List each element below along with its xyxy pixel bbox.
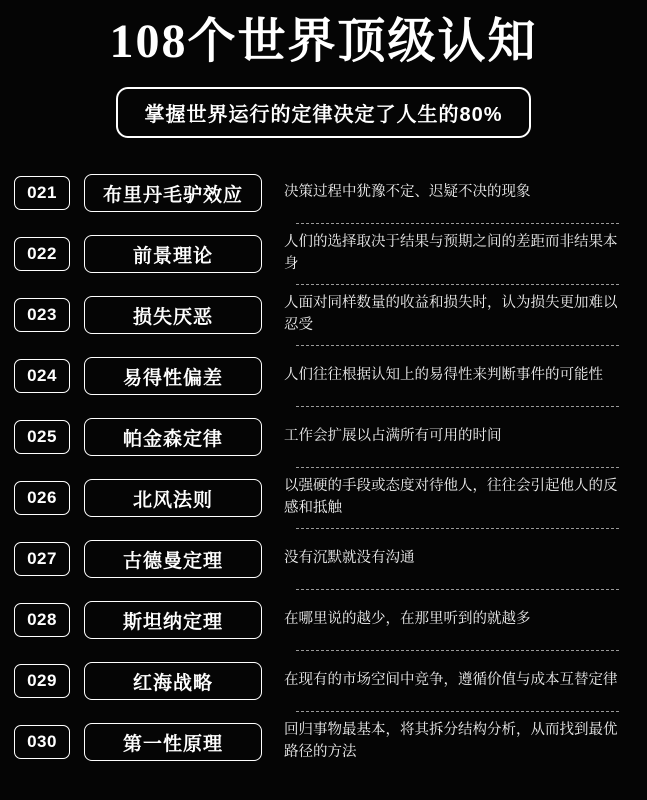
list-item — [14, 471, 633, 525]
item-description: 没有沉默就没有沟通 — [284, 550, 415, 567]
row-divider — [296, 528, 619, 529]
list-item — [14, 532, 633, 586]
list-item — [14, 654, 633, 708]
item-number: 021 — [14, 176, 70, 210]
item-number: 029 — [14, 664, 70, 698]
row-divider — [296, 650, 619, 651]
item-title: 布里丹毛驴效应 — [84, 174, 262, 212]
item-title: 第一性原理 — [84, 723, 262, 761]
list-item — [14, 593, 633, 647]
item-description: 以强硬的手段或态度对待他人，往往会引起他人的反感和抵触 — [284, 478, 618, 517]
item-description: 人们往往根据认知上的易得性来判断事件的可能性 — [284, 367, 603, 384]
item-title: 红海战略 — [84, 662, 262, 700]
item-title: 损失厌恶 — [84, 296, 262, 334]
item-title: 前景理论 — [84, 235, 262, 273]
poster-header — [0, 0, 647, 138]
item-description: 人面对同样数量的收益和损失时，认为损失更加难以忍受 — [284, 295, 618, 334]
row-divider — [296, 589, 619, 590]
item-number: 022 — [14, 237, 70, 271]
page-subtitle: 掌握世界运行的定律决定了人生的80% — [116, 87, 530, 138]
row-divider — [296, 406, 619, 407]
item-title: 北风法则 — [84, 479, 262, 517]
item-number: 028 — [14, 603, 70, 637]
item-number: 027 — [14, 542, 70, 576]
list-item — [14, 166, 633, 220]
item-title: 易得性偏差 — [84, 357, 262, 395]
subtitle-container — [0, 87, 647, 138]
item-title: 帕金森定律 — [84, 418, 262, 456]
cognition-list — [0, 166, 647, 769]
item-number: 026 — [14, 481, 70, 515]
item-description: 在现有的市场空间中竞争，遵循价值与成本互替定律 — [284, 672, 618, 689]
list-item — [14, 288, 633, 342]
list-item — [14, 715, 633, 769]
item-number: 030 — [14, 725, 70, 759]
row-divider — [296, 284, 619, 285]
item-description: 工作会扩展以占满所有可用的时间 — [284, 428, 502, 445]
item-description: 决策过程中犹豫不定、迟疑不决的现象 — [284, 184, 531, 201]
item-title: 斯坦纳定理 — [84, 601, 262, 639]
list-item — [14, 410, 633, 464]
page-title: 108个世界顶级认知 — [109, 15, 538, 68]
row-divider — [296, 467, 619, 468]
item-number: 024 — [14, 359, 70, 393]
item-title: 古德曼定理 — [84, 540, 262, 578]
row-divider — [296, 345, 619, 346]
item-number: 023 — [14, 298, 70, 332]
list-item — [14, 227, 633, 281]
row-divider — [296, 711, 619, 712]
list-item — [14, 349, 633, 403]
item-description: 回归事物最基本，将其拆分结构分析，从而找到最优路径的方法 — [284, 722, 618, 761]
item-number: 025 — [14, 420, 70, 454]
item-description: 在哪里说的越少，在那里听到的就越多 — [284, 611, 531, 628]
row-divider — [296, 223, 619, 224]
item-description: 人们的选择取决于结果与预期之间的差距而非结果本身 — [284, 234, 618, 273]
